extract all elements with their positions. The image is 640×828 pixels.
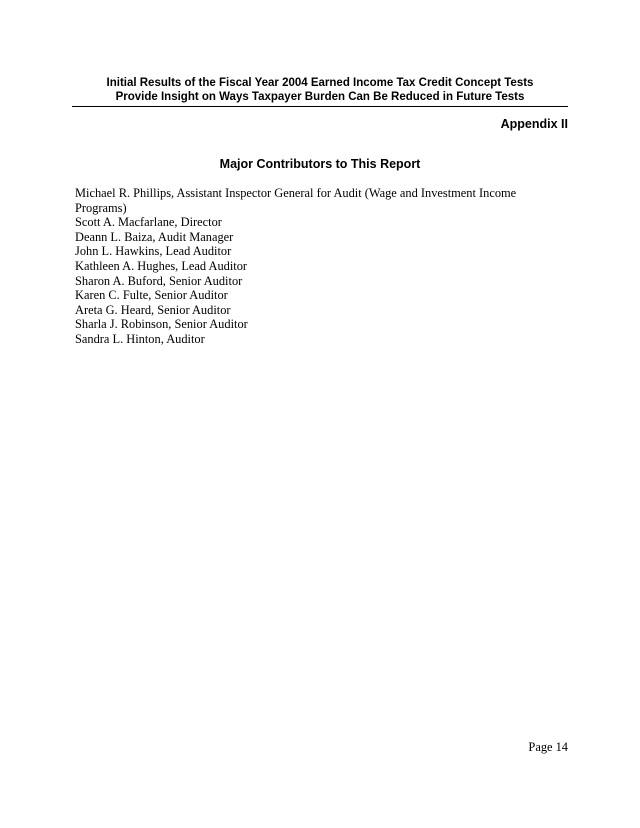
contributor-item: Deann L. Baiza, Audit Manager [75, 229, 234, 244]
header-divider [72, 106, 568, 107]
report-header [72, 76, 568, 104]
report-title-line-2: Provide Insight on Ways Taxpayer Burden Can Be Reduced in Future Tests [115, 91, 525, 103]
section-title: Major Contributors to This Report [219, 157, 421, 171]
contributor-item: Sharla J. Robinson, Senior Auditor [75, 317, 248, 332]
appendix-label: Appendix II [500, 117, 568, 131]
contributor-item: Karen C. Fulte, Senior Auditor [75, 288, 228, 303]
report-title-line-1: Initial Results of the Fiscal Year 2004 Earned Income Tax Credit Concept Tests [106, 77, 534, 89]
contributor-item: Michael R. Phillips, Assistant Inspector General for Audit (Wage and Investment Income Programs) [75, 186, 517, 215]
contributor-item: John L. Hawkins, Lead Auditor [75, 244, 232, 259]
contributor-item: Sharon A. Buford, Senior Auditor [75, 273, 243, 288]
contributor-item: Areta G. Heard, Senior Auditor [75, 302, 231, 317]
contributor-item: Sandra L. Hinton, Auditor [75, 331, 205, 346]
contributor-item: Scott A. Macfarlane, Director [75, 215, 222, 230]
contributors-list [75, 186, 545, 347]
contributor-item: Kathleen A. Hughes, Lead Auditor [75, 258, 248, 273]
page-number: Page 14 [528, 740, 568, 754]
